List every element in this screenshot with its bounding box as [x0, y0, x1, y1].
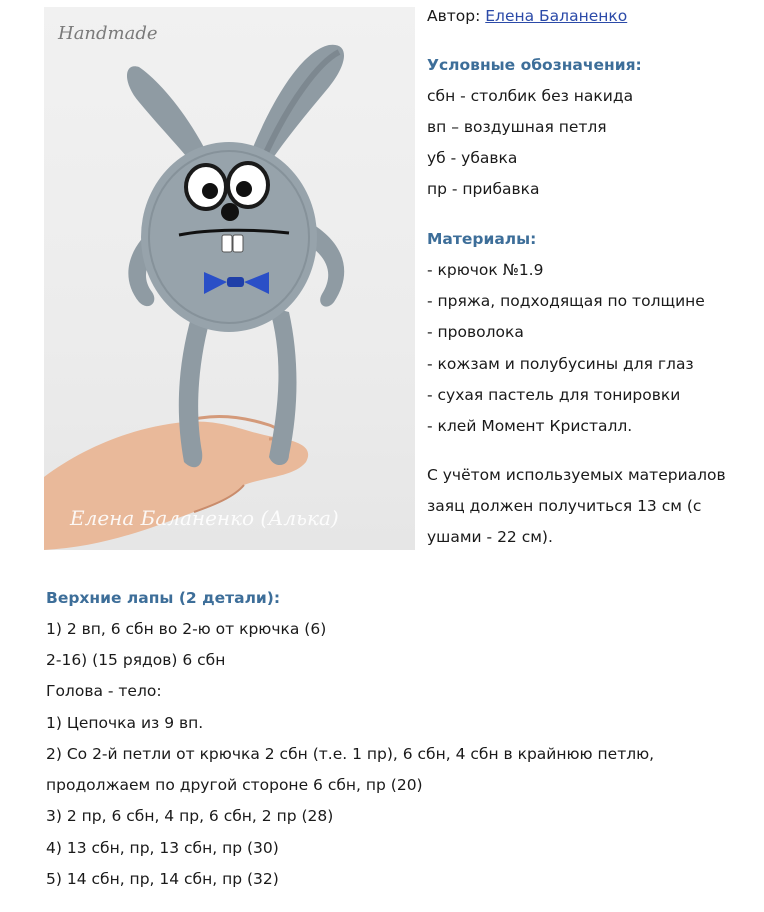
size-note-line: ушами - 22 см). [427, 528, 553, 546]
instruction-line: продолжаем по другой стороне 6 сбн, пр (20) [46, 776, 423, 794]
instruction-line: 2-16) (15 рядов) 6 сбн [46, 651, 226, 669]
author-label: Автор: [427, 7, 486, 25]
legend-title: Условные обозначения: [427, 56, 642, 74]
materials-item: - пряжа, подходящая по толщине [427, 292, 705, 310]
legend-item: пр - прибавка [427, 180, 540, 198]
instruction-line: 1) Цепочка из 9 вп. [46, 714, 204, 732]
materials-item: - сухая пастель для тонировки [427, 386, 681, 404]
legend-item: вп – воздушная петля [427, 118, 607, 136]
size-note-line: заяц должен получиться 13 см (с [427, 497, 702, 515]
materials-item: - клей Момент Кристалл. [427, 417, 633, 435]
legend-item: уб - убавка [427, 149, 518, 167]
materials-title: Материалы: [427, 230, 537, 248]
materials-item: - проволока [427, 323, 524, 341]
materials-item: - кожзам и полубусины для глаз [427, 355, 694, 373]
instruction-line: 4) 13 сбн, пр, 13 сбн, пр (30) [46, 839, 279, 857]
instruction-line: Голова - тело: [46, 682, 162, 700]
materials-item: - крючок №1.9 [427, 261, 544, 279]
author-line [427, 6, 627, 26]
size-note-line: С учётом используемых материалов [427, 466, 726, 484]
watermark-top: Handmade [58, 23, 158, 44]
instruction-line: 1) 2 вп, 6 сбн во 2-ю от крючка (6) [46, 620, 327, 638]
bunny-photo [44, 7, 415, 550]
instruction-line: 5) 14 сбн, пр, 14 сбн, пр (32) [46, 870, 279, 888]
author-link[interactable]: Елена Баланенко [485, 7, 628, 25]
bunny-illustration [44, 7, 415, 550]
instructions-title: Верхние лапы (2 детали): [46, 589, 281, 607]
legend-item: сбн - столбик без накида [427, 87, 634, 105]
watermark-bottom: Елена Баланенко (Алька) [70, 506, 339, 530]
instruction-line: 2) Со 2-й петли от крючка 2 сбн (т.е. 1 пр), 6 сбн, 4 сбн в крайнюю петлю, [46, 745, 655, 763]
instruction-line: 3) 2 пр, 6 сбн, 4 пр, 6 сбн, 2 пр (28) [46, 807, 334, 825]
